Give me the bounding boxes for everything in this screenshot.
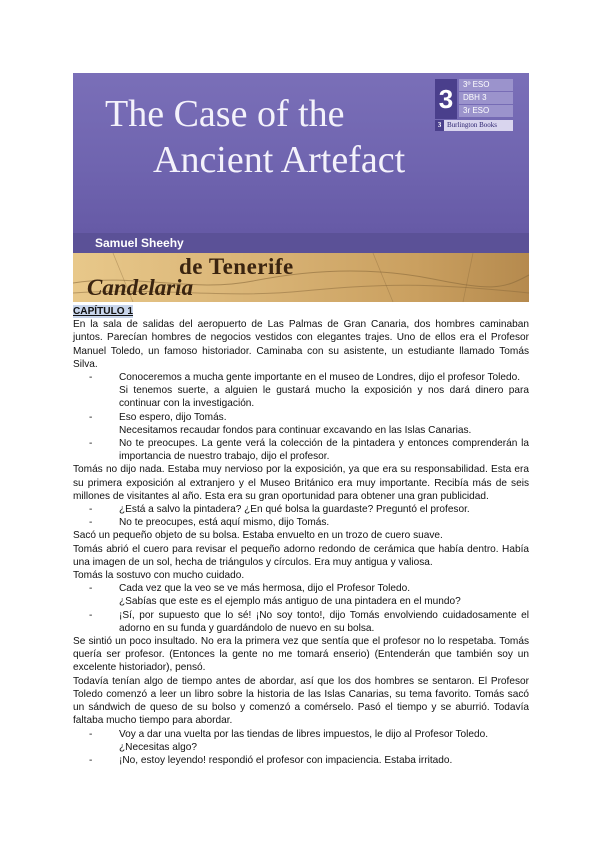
cover-author: Samuel Sheehy [95, 236, 184, 250]
author-bar [73, 233, 529, 253]
publisher-logo [435, 120, 513, 131]
dialogue-continuation: Si tenemos suerte, a alguien le gustará mucho la exposición y nos dará dinero para continuar con la investigación. [119, 385, 529, 410]
dialogue-line: - Eso espero, dijo Tomás. [89, 411, 227, 423]
paragraph: Tomás la sostuvo con mucho cuidado. [73, 570, 245, 582]
map-label-tenerife: de Tenerife [179, 254, 294, 279]
paragraph: Sacó un pequeño objeto de su bolsa. Estaba envuelto en un trozo de cuero suave. [73, 530, 443, 542]
dialogue-continuation: Necesitamos recaudar fondos para continuar excavando en las Islas Canarias. [119, 424, 472, 436]
dialogue-line: - Conoceremos a mucha gente importante en el museo de Londres, dijo el profesor Toledo. [89, 372, 520, 384]
paragraph: Tomás no dijo nada. Estaba muy nervioso por la exposición, ya que era su responsabilidad. Esta era su primera exposición al extranjero y el Museo Británico era muy importante. Recibía más de seis millones de visitantes al año. Esta era su gran oportunidad para obtener una gran publicidad. [73, 464, 529, 502]
chapter-heading: CAPÍTULO 1 [73, 306, 134, 317]
publisher-mark: 3 [435, 120, 444, 131]
map-label-candelaria: Candelaria [87, 275, 194, 300]
dialogue-line: - Voy a dar una vuelta por las tiendas de libres impuestos, le dijo al Profesor Toledo. [89, 728, 489, 740]
cover-title [105, 91, 405, 183]
cover-title-line1: The Case of the [105, 93, 345, 135]
level-item: DBH 3 [459, 92, 513, 104]
dialogue-line: - ¡Sí, por supuesto que lo sé! ¡No soy tonto!, dijo Tomás envolviendo cuidadosamente el adorno en su funda y guardándolo de nuevo en su bolsa. [89, 609, 529, 634]
level-number: 3 [435, 79, 457, 119]
dialogue-line: - ¿Está a salvo la pintadera? ¿En qué bolsa la guardaste? Preguntó el profesor. [89, 504, 470, 516]
dialogue-line: - No te preocupes, está aquí mismo, dijo Tomás. [89, 517, 330, 529]
paragraph: Tomás abrió el cuero para revisar el pequeño adorno redondo de cerámica que había dentro. Había una imagen de un sol, hecha de triángulos y círculos. Era muy antigua y valiosa. [73, 543, 529, 568]
level-badge [435, 79, 513, 131]
document-body [73, 305, 529, 767]
dialogue-continuation: ¿Necesitas algo? [119, 741, 197, 753]
publisher-name: Burlington Books [447, 121, 497, 129]
dialogue-line: - Cada vez que la veo se ve más hermosa, dijo el Profesor Toledo. [89, 583, 411, 595]
dialogue-continuation: ¿Sabías que este es el ejemplo más antiguo de una pintadera en el mundo? [119, 596, 461, 608]
level-item: 3r ESO [459, 105, 513, 117]
book-cover-image [73, 73, 529, 302]
dialogue-line: - ¡No, estoy leyendo! respondió el profesor con impaciencia. Estaba irritado. [89, 754, 453, 766]
paragraph: Se sintió un poco insultado. No era la primera vez que sentía que el profesor no lo respetaba. Tomás quería ser profesor. (Entonces la gente no me tomará enserio) (Entenderán que también soy un excelente historiador), pensó. [73, 636, 529, 674]
paragraph: En la sala de salidas del aeropuerto de Las Palmas de Gran Canaria, dos hombres caminaban juntos. Parecían hombres de negocios vestidos con elegantes trajes. Uno de ellos era el Profesor Manuel Toledo, un famoso historiador. Caminaba con su asistente, un estudiante llamado Tomás Silva. [73, 319, 529, 370]
dialogue-line: - No te preocupes. La gente verá la colección de la pintadera y entonces comprenderán la importancia de nuestro trabajo, dijo el profesor. [89, 438, 529, 463]
cover-title-line2: Ancient Artefact [153, 139, 406, 181]
paragraph: Todavía tenían algo de tiempo antes de abordar, así que los dos hombres se sentaron. El Profesor Toledo comenzó a leer un libro sobre la historia de las Islas Canarias, su tema favorito. Tomás sacó un sándwich de queso de su bolso y comenzó a comérselo. Pasó el tiempo y se aburrió. Todavía faltaba mucho tiempo para abordar. [73, 675, 529, 727]
level-list [459, 79, 513, 118]
level-item: 3º ESO [459, 79, 513, 91]
